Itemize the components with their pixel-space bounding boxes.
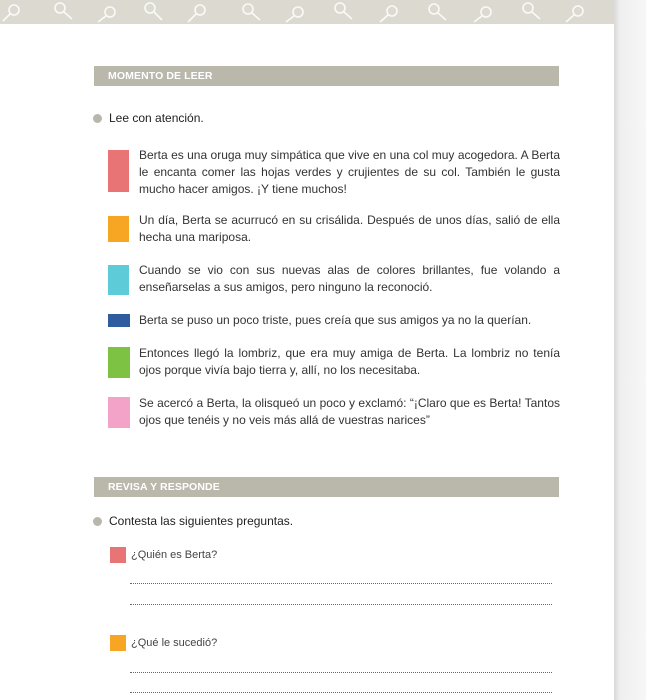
color-marker-orange — [110, 635, 126, 651]
color-marker-blue — [108, 314, 130, 327]
question-text: ¿Quién es Berta? — [131, 549, 218, 561]
story-paragraph-text: Entonces llegó la lombriz, que era muy amiga de Berta. La lombriz no tenía ojos porque vivía bajo tierra y, allí, no los necesitaba. — [139, 346, 560, 377]
question-text: ¿Qué le sucedió? — [131, 637, 218, 649]
answer-line[interactable] — [130, 692, 552, 693]
story-paragraph — [108, 262, 560, 296]
bullet-icon — [93, 114, 102, 123]
color-marker-orange — [108, 216, 129, 242]
story-paragraph — [108, 147, 560, 198]
magnifier-pattern-icon — [0, 0, 618, 24]
story-paragraph-text: Cuando se vio con sus nuevas alas de colores brillantes, fue volando a enseñarselas a sus amigos, pero ninguno la reconoció. — [139, 263, 560, 294]
bullet-icon — [93, 517, 102, 526]
color-marker-cyan — [108, 265, 129, 295]
story-paragraph — [108, 312, 560, 329]
story-paragraph — [108, 345, 560, 379]
story-paragraph — [108, 395, 560, 429]
story-paragraph-text: Un día, Berta se acurrucó en su crisálida. Después de unos días, salió de ella hecha una mariposa. — [139, 213, 560, 244]
story-paragraph-text: Berta se puso un poco triste, pues creía que sus amigos ya no la querían. — [139, 313, 532, 327]
color-marker-red — [108, 150, 129, 192]
color-marker-red — [110, 547, 126, 563]
story-paragraph-text: Berta es una oruga muy simpática que vive en una col muy acogedora. A Berta le encanta comer las hojas verdes y crujientes de su col. También le gusta mucho hacer amigos. ¡Y tiene muchos! — [139, 148, 560, 196]
page-edge-shadow — [614, 0, 646, 700]
story-paragraph — [108, 212, 560, 246]
instruction-read-text: Lee con atención. — [109, 111, 204, 125]
answer-line[interactable] — [130, 604, 552, 605]
header-decoration-band — [0, 0, 618, 24]
color-marker-pink — [108, 397, 130, 428]
question-item — [110, 635, 217, 651]
answer-line[interactable] — [130, 672, 552, 673]
question-item — [110, 547, 217, 563]
section-title-read: MOMENTO DE LEER — [94, 66, 559, 86]
instruction-review — [93, 514, 293, 528]
instruction-read — [93, 111, 204, 125]
color-marker-green — [108, 347, 130, 378]
section-title-review: REVISA Y RESPONDE — [94, 477, 559, 497]
instruction-review-text: Contesta las siguientes preguntas. — [109, 514, 294, 528]
story-paragraph-text: Se acercó a Berta, la olisqueó un poco y exclamó: “¡Claro que es Berta! Tantos ojos que tenéis y no veis más allá de vuestras narices” — [139, 396, 560, 427]
answer-line[interactable] — [130, 583, 552, 584]
